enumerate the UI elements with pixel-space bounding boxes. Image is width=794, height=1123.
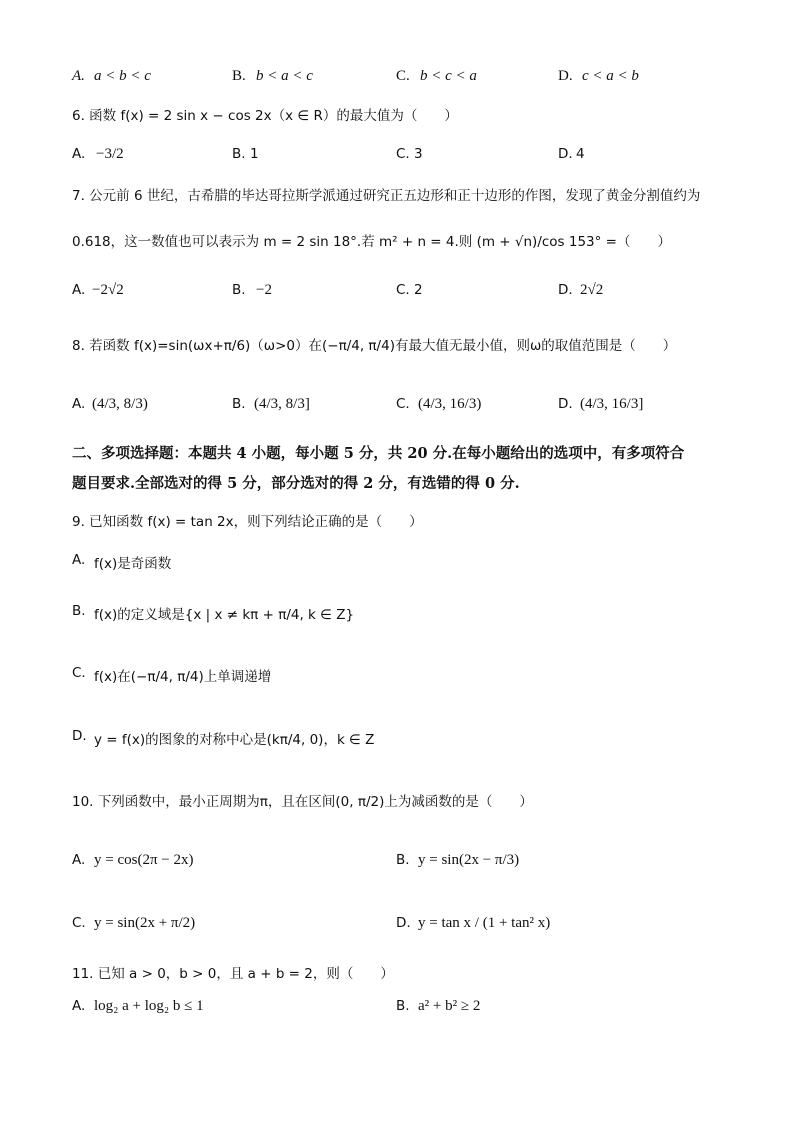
q10-stem: 10. 下列函数中，最小正周期为π，且在区间(0, π/2)上为减函数的是（ ） xyxy=(72,794,533,810)
q9-option-d-expr: y = f(x)的图象的对称中心是(kπ/4, 0)，k ∈ Z xyxy=(94,732,375,748)
q9-stem: 9. 已知函数 f(x) = tan 2x，则下列结论正确的是（ ） xyxy=(72,514,423,530)
q5-option-c-expr: b < c < a xyxy=(420,68,477,84)
q5-option-d-expr: c < a < b xyxy=(582,68,639,84)
q6-option-c-expr: 3 xyxy=(414,146,423,162)
q11-option-b: B. xyxy=(396,998,410,1014)
q10-option-a-expr: y = cos(2π − 2x) xyxy=(94,852,194,868)
q10-option-c: C. xyxy=(72,915,86,931)
q6-option-d: D. xyxy=(558,146,573,162)
q10-option-a: A. xyxy=(72,852,86,868)
q10-option-b-expr: y = sin(2x − π/3) xyxy=(418,852,520,868)
q6-stem: 6. 函数 f(x) = 2 sin x − cos 2x（x ∈ R）的最大值为（ ） xyxy=(72,108,458,124)
q9-option-c-expr: f(x)在(−π/4, π/4)上单调递增 xyxy=(94,669,272,685)
q7-option-b-expr: −2 xyxy=(256,282,272,298)
q8-option-a: A. xyxy=(72,396,86,412)
q5-option-a-expr: a < b < c xyxy=(94,68,151,84)
q8-option-c: C. xyxy=(396,396,410,412)
q9-option-b-expr: f(x)的定义域是{x | x ≠ kπ + π/4, k ∈ Z} xyxy=(94,607,355,623)
q7-option-a: A. xyxy=(72,282,86,298)
q10-option-b: B. xyxy=(396,852,410,868)
q6-option-b-expr: 1 xyxy=(250,146,259,162)
q9-option-a-expr: f(x)是奇函数 xyxy=(94,556,172,572)
q10-option-d-expr: y = tan x / (1 + tan² x) xyxy=(418,915,551,931)
q11-option-a-expr: log₂ a + log₂ b ≤ 1 xyxy=(94,998,204,1014)
q9-option-b: B. xyxy=(72,603,86,619)
q5-option-a: A. xyxy=(72,68,85,84)
q7-option-c-expr: 2 xyxy=(414,282,423,298)
q6-option-d-expr: 4 xyxy=(576,146,585,162)
q8-option-a-expr: (4/3, 8/3) xyxy=(92,396,148,412)
section2-heading-line1: 二、多项选择题：本题共 4 小题，每小题 5 分，共 20 分.在每小题给出的选项中，有多项符合 xyxy=(72,445,685,462)
q6-option-a: A. xyxy=(72,146,86,162)
q7-option-a-expr: −2√2 xyxy=(92,282,124,298)
q5-option-c: C. xyxy=(396,68,410,84)
q7-option-c: C. xyxy=(396,282,410,298)
q11-option-b-expr: a² + b² ≥ 2 xyxy=(418,998,481,1014)
q9-option-a: A. xyxy=(72,552,86,568)
q8-option-b-expr: (4/3, 8/3] xyxy=(254,396,310,412)
q10-option-d: D. xyxy=(396,915,411,931)
q8-option-c-expr: (4/3, 16/3) xyxy=(418,396,482,412)
q11-stem: 11. 已知 a > 0，b > 0，且 a + b = 2，则（ ） xyxy=(72,966,394,982)
q7-option-b: B. xyxy=(232,282,246,298)
q9-option-d: D. xyxy=(72,728,87,744)
q9-option-c: C. xyxy=(72,665,86,681)
q8-option-d-expr: (4/3, 16/3] xyxy=(580,396,644,412)
q7-stem-line2: 0.618，这一数值也可以表示为 m = 2 sin 18°.若 m² + n = 4.则 (m + √n)/cos 153° =（ ） xyxy=(72,234,671,250)
q6-option-b: B. xyxy=(232,146,246,162)
q5-option-b-expr: b < a < c xyxy=(256,68,313,84)
q7-option-d: D. xyxy=(558,282,573,298)
q6-option-a-expr: −3/2 xyxy=(96,146,124,162)
q8-stem: 8. 若函数 f(x)=sin(ωx+π/6)（ω>0）在(−π/4, π/4)有最大值无最小值，则ω的取值范围是（ ） xyxy=(72,338,677,354)
q7-option-d-expr: 2√2 xyxy=(580,282,604,298)
q6-option-c: C. xyxy=(396,146,410,162)
q7-stem-line1: 7. 公元前 6 世纪，古希腊的毕达哥拉斯学派通过研究正五边形和正十边形的作图，发现了黄金分割值约为 xyxy=(72,188,701,204)
section2-heading-line2: 题目要求.全部选对的得 5 分，部分选对的得 2 分，有选错的得 0 分. xyxy=(72,475,520,492)
q5-option-b: B. xyxy=(232,68,246,84)
q11-option-a: A. xyxy=(72,998,86,1014)
q8-option-d: D. xyxy=(558,396,573,412)
q8-option-b: B. xyxy=(232,396,246,412)
q10-option-c-expr: y = sin(2x + π/2) xyxy=(94,915,196,931)
q5-option-d: D. xyxy=(558,68,573,84)
